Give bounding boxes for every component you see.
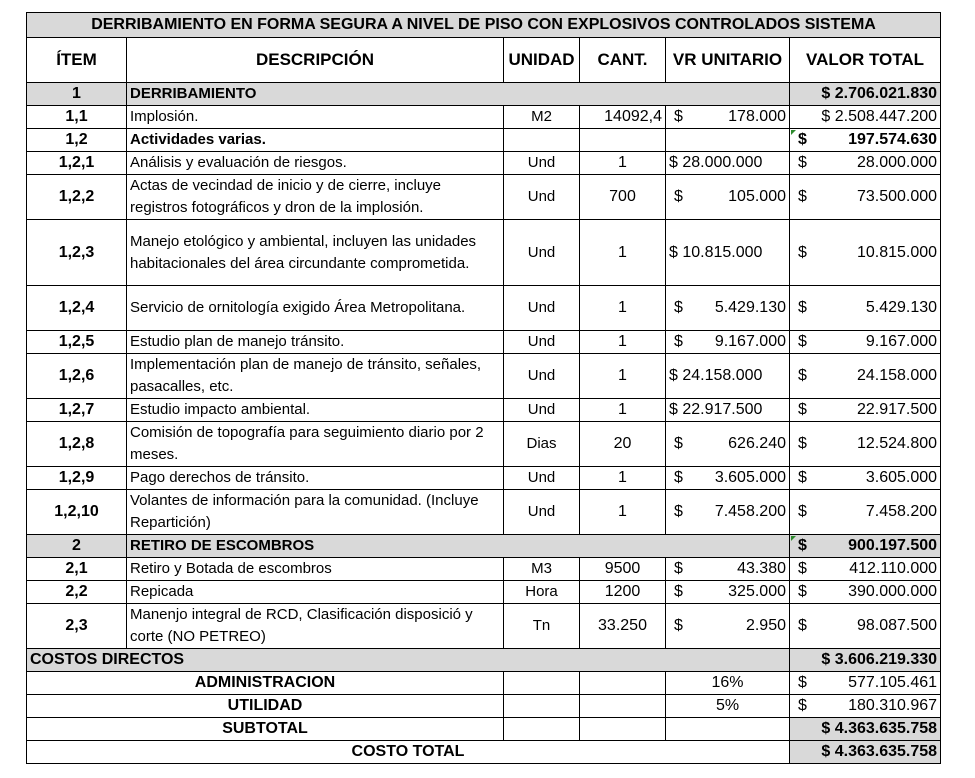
table-row (27, 399, 941, 422)
row-quantity: 1 (580, 220, 666, 286)
row-item: 2,2 (27, 581, 127, 604)
row-description: Comisión de topografía para seguimiento diario por 2 meses. (127, 422, 504, 467)
row-unit-value: $ 43.380 (666, 558, 790, 581)
budget-table (26, 12, 941, 764)
section-total: $ 900.197.500 (790, 535, 941, 558)
row-unit-value: $ 7.458.200 (666, 490, 790, 535)
table-row (27, 490, 941, 535)
row-quantity: 1 (580, 490, 666, 535)
header-valor-total: VALOR TOTAL (790, 38, 941, 83)
administration-label: ADMINISTRACION (27, 672, 504, 695)
table-row (27, 175, 941, 220)
row-unit-value: $ 5.429.130 (666, 286, 790, 331)
table-row (27, 604, 941, 649)
row-quantity: 1 (580, 467, 666, 490)
row-unit-value: $ 325.000 (666, 581, 790, 604)
row-item: 1,2 (27, 129, 127, 152)
row-unit-value: $ 105.000 (666, 175, 790, 220)
row-unit-value: $ 22.917.500 (666, 399, 790, 422)
row-unit: Und (504, 490, 580, 535)
row-quantity: 14092,4 (580, 106, 666, 129)
header-row (27, 38, 941, 83)
row-item: 1,2,4 (27, 286, 127, 331)
row-total-value: $ 197.574.630 (790, 129, 941, 152)
row-total-value: $ 7.458.200 (790, 490, 941, 535)
subtotal-label: SUBTOTAL (27, 718, 504, 741)
row-quantity: 1 (580, 152, 666, 175)
table-row (27, 220, 941, 286)
row-unit: Und (504, 467, 580, 490)
administration-percent: 16% (666, 672, 790, 695)
administration-value: $ 577.105.461 (790, 672, 941, 695)
row-total-value: $ 2.508.447.200 (790, 106, 941, 129)
row-item: 1,2,2 (27, 175, 127, 220)
title-row (27, 13, 941, 38)
row-total-value: $ 22.917.500 (790, 399, 941, 422)
row-quantity: 33.250 (580, 604, 666, 649)
currency-symbol: $ (674, 108, 683, 125)
row-quantity: 1 (580, 354, 666, 399)
row-unit: Und (504, 331, 580, 354)
row-description: Retiro y Botada de escombros (127, 558, 504, 581)
row-unit: Tn (504, 604, 580, 649)
row-total-value: $ 9.167.000 (790, 331, 941, 354)
row-description: Manenjo integral de RCD, Clasificación disposició y corte (NO PETREO) (127, 604, 504, 649)
table-row (27, 422, 941, 467)
row-unit-value: $ 2.950 (666, 604, 790, 649)
row-quantity: 1 (580, 286, 666, 331)
row-description: Servicio de ornitología exigido Área Metropolitana. (127, 286, 504, 331)
row-unit-value: $ 10.815.000 (666, 220, 790, 286)
row-description: Actas de vecindad de inicio y de cierre, incluye registros fotográficos y dron de la implosión. (127, 175, 504, 220)
row-description: Pago derechos de tránsito. (127, 467, 504, 490)
row-total-value: $ 28.000.000 (790, 152, 941, 175)
total-cost-row (27, 741, 941, 764)
subsection-row (27, 129, 941, 152)
row-unit-value: $ 178.000 (666, 106, 790, 129)
row-unit-value: $ 28.000.000 (666, 152, 790, 175)
row-total-value: $ 12.524.800 (790, 422, 941, 467)
row-unit: Hora (504, 581, 580, 604)
direct-costs-label: COSTOS DIRECTOS (27, 649, 790, 672)
row-description: Análisis y evaluación de riesgos. (127, 152, 504, 175)
table-row (27, 106, 941, 129)
row-item: 2,3 (27, 604, 127, 649)
row-unit: Und (504, 354, 580, 399)
section-item: 1 (27, 83, 127, 106)
comment-marker-icon (791, 536, 796, 541)
row-quantity: 1 (580, 331, 666, 354)
total-cost-value: $ 4.363.635.758 (790, 741, 941, 764)
table-row (27, 467, 941, 490)
administration-row (27, 672, 941, 695)
comment-marker-icon (791, 130, 796, 135)
row-unit: M3 (504, 558, 580, 581)
row-unit-value: $ 3.605.000 (666, 467, 790, 490)
header-cant: CANT. (580, 38, 666, 83)
row-quantity: 700 (580, 175, 666, 220)
row-item: 1,2,7 (27, 399, 127, 422)
row-quantity: 9500 (580, 558, 666, 581)
sheet-title: DERRIBAMIENTO EN FORMA SEGURA A NIVEL DE PISO CON EXPLOSIVOS CONTROLADOS SISTEMA (27, 13, 941, 38)
row-item: 1,2,8 (27, 422, 127, 467)
section-description: DERRIBAMIENTO (127, 83, 790, 106)
header-unidad: UNIDAD (504, 38, 580, 83)
row-unit: Und (504, 286, 580, 331)
section-total: $ 2.706.021.830 (790, 83, 941, 106)
row-item: 1,2,6 (27, 354, 127, 399)
row-total-value: $ 5.429.130 (790, 286, 941, 331)
section-item: 2 (27, 535, 127, 558)
row-total-value: $ 3.605.000 (790, 467, 941, 490)
row-total-value: $ 10.815.000 (790, 220, 941, 286)
row-item: 1,2,10 (27, 490, 127, 535)
direct-costs-value: $ 3.606.219.330 (790, 649, 941, 672)
profit-row (27, 695, 941, 718)
table-row (27, 152, 941, 175)
row-description: Volantes de información para la comunidad. (Incluye Repartición) (127, 490, 504, 535)
row-description: Estudio impacto ambiental. (127, 399, 504, 422)
row-unit: Und (504, 399, 580, 422)
row-description: Implosión. (127, 106, 504, 129)
row-unit: Und (504, 220, 580, 286)
row-unit: M2 (504, 106, 580, 129)
row-description: Manejo etológico y ambiental, incluyen las unidades habitacionales del área circundante comprometida. (127, 220, 504, 286)
header-vr-unitario: VR UNITARIO (666, 38, 790, 83)
profit-label: UTILIDAD (27, 695, 504, 718)
row-unit-value: $ 24.158.000 (666, 354, 790, 399)
table-row (27, 331, 941, 354)
row-total-value: $ 24.158.000 (790, 354, 941, 399)
row-total-value: $ 390.000.000 (790, 581, 941, 604)
row-item: 1,2,3 (27, 220, 127, 286)
header-item: ÍTEM (27, 38, 127, 83)
section-row (27, 83, 941, 106)
row-description: Implementación plan de manejo de tránsito, señales, pasacalles, etc. (127, 354, 504, 399)
row-description: Repicada (127, 581, 504, 604)
row-item: 1,2,5 (27, 331, 127, 354)
table-row (27, 354, 941, 399)
header-descripcion: DESCRIPCIÓN (127, 38, 504, 83)
profit-percent: 5% (666, 695, 790, 718)
row-unit-value: $ 626.240 (666, 422, 790, 467)
direct-costs-row (27, 649, 941, 672)
section-row (27, 535, 941, 558)
row-item: 1,2,1 (27, 152, 127, 175)
row-total-value: $ 73.500.000 (790, 175, 941, 220)
row-unit-value: $ 9.167.000 (666, 331, 790, 354)
table-row (27, 581, 941, 604)
row-item: 1,1 (27, 106, 127, 129)
row-total-value: $ 412.110.000 (790, 558, 941, 581)
row-quantity: 1 (580, 399, 666, 422)
total-cost-label: COSTO TOTAL (27, 741, 790, 764)
section-description: RETIRO DE ESCOMBROS (127, 535, 790, 558)
row-description: Actividades varias. (127, 129, 504, 152)
row-quantity: 1200 (580, 581, 666, 604)
row-unit: Dias (504, 422, 580, 467)
table-row (27, 286, 941, 331)
row-item: 2,1 (27, 558, 127, 581)
row-description: Estudio plan de manejo tránsito. (127, 331, 504, 354)
profit-value: $ 180.310.967 (790, 695, 941, 718)
row-unit: Und (504, 175, 580, 220)
row-item: 1,2,9 (27, 467, 127, 490)
table-row (27, 558, 941, 581)
row-unit: Und (504, 152, 580, 175)
row-quantity: 20 (580, 422, 666, 467)
subtotal-value: $ 4.363.635.758 (790, 718, 941, 741)
subtotal-row (27, 718, 941, 741)
row-total-value: $ 98.087.500 (790, 604, 941, 649)
